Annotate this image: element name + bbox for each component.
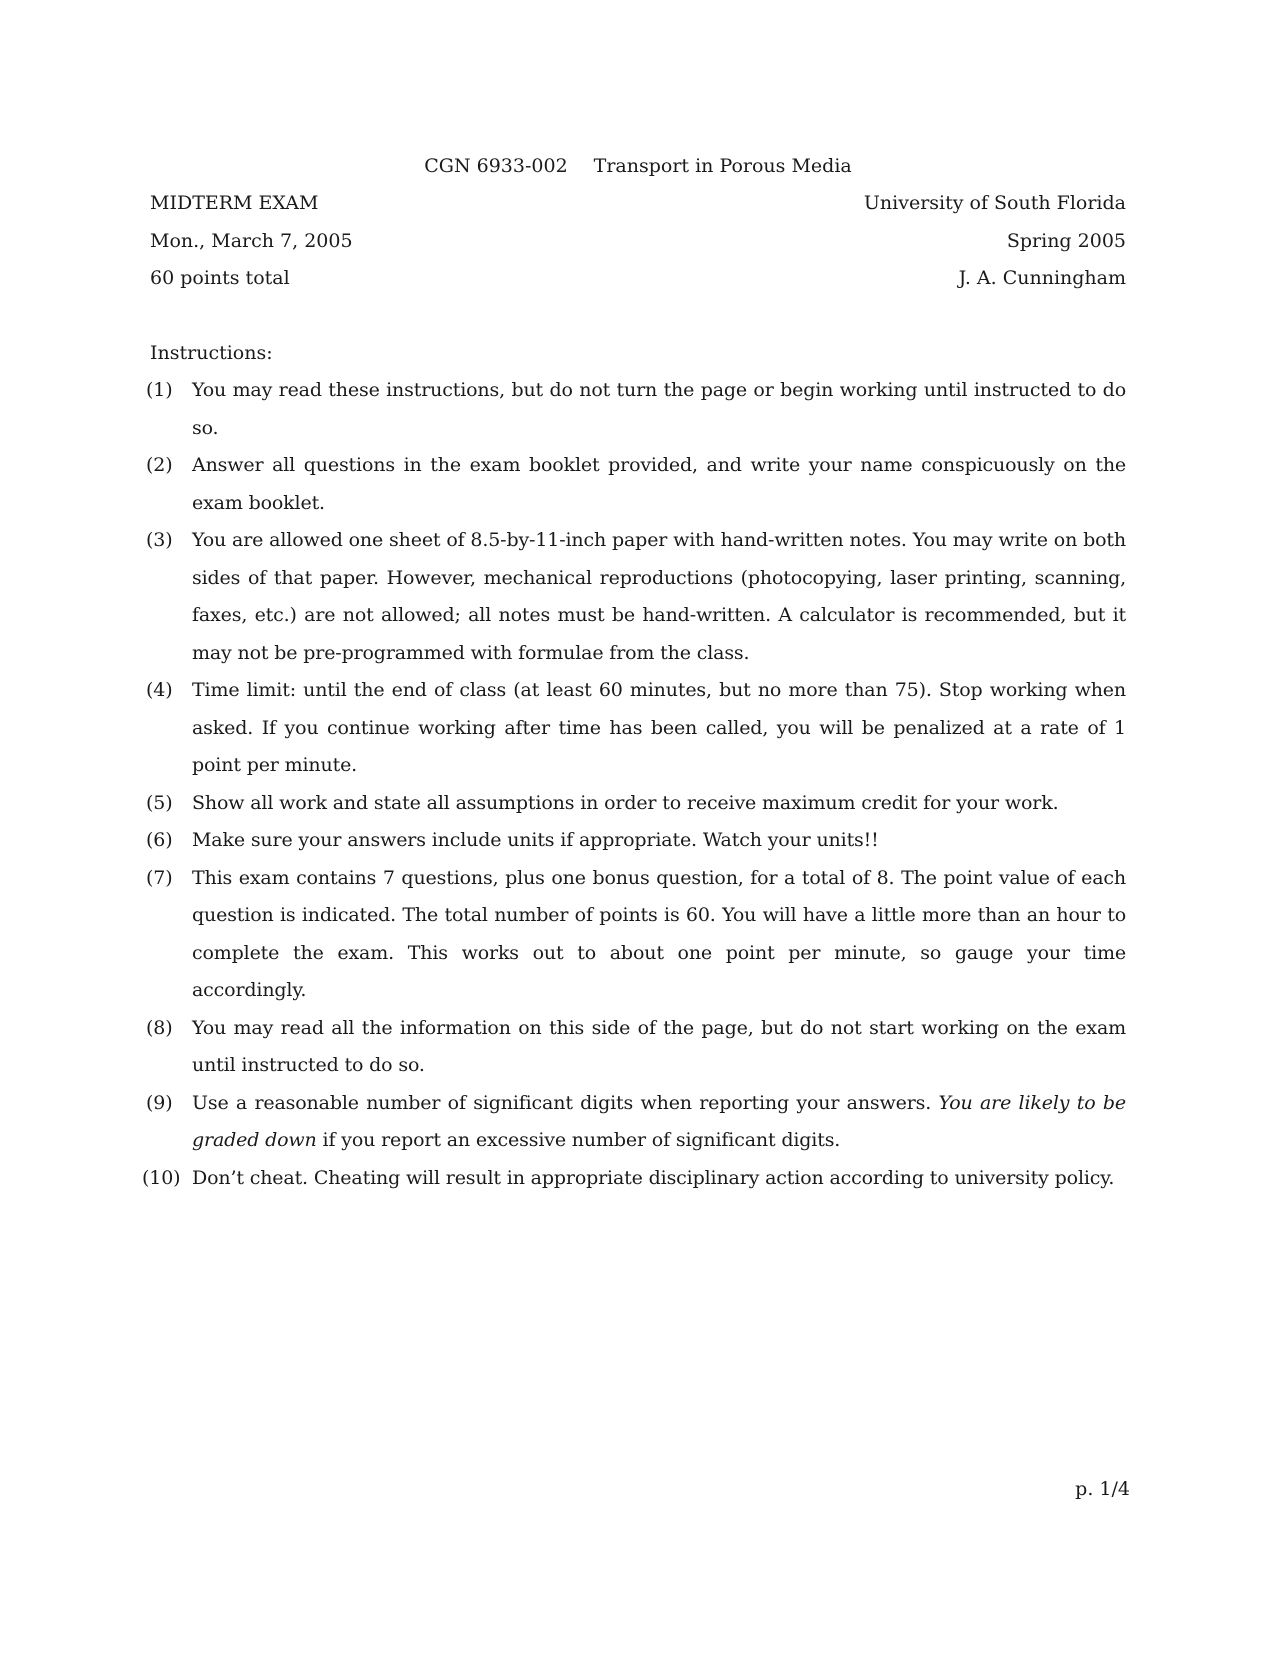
exam-type: MIDTERM EXAM bbox=[150, 192, 319, 214]
instruction-text: You may read these instructions, but do not turn the page or begin working until instructed to do so. bbox=[192, 379, 1126, 439]
instruction-item-8 bbox=[146, 1010, 1126, 1085]
instructions-list bbox=[142, 372, 1126, 1197]
instruction-text: Answer all questions in the exam booklet provided, and write your name conspicuously on the exam booklet. bbox=[192, 454, 1126, 514]
instruction-item-4 bbox=[146, 672, 1126, 785]
instruction-text: You are allowed one sheet of 8.5-by-11-inch paper with hand-written notes. You may write on both sides of that paper. However, mechanical reproductions (photocopying, laser printing, scanning, faxes, etc.) are not allowed; all notes must be hand-written. A calculator is recommended, but it may not be pre-programmed with formulae from the class. bbox=[192, 529, 1126, 664]
instruction-number: (6) bbox=[146, 829, 173, 851]
instruction-text: Don’t cheat. Cheating will result in appropriate disciplinary action according to university policy. bbox=[192, 1166, 1115, 1189]
instruction-number: (7) bbox=[146, 866, 173, 889]
instruction-text: Time limit: until the end of class (at least 60 minutes, but no more than 75). Stop working when asked. If you continue working after time has been called, you will be penalized at a rate of 1 point per minute. bbox=[192, 679, 1126, 776]
instruction-text: This exam contains 7 questions, plus one bonus question, for a total of 8. The point value of each question is indicated. The total number of points is 60. You will have a little more than an hour to complete the exam. This works out to about one point per minute, so gauge your time accordingly. bbox=[192, 866, 1126, 1001]
instruction-number: (5) bbox=[146, 791, 173, 814]
instructions-heading: Instructions: bbox=[150, 341, 273, 364]
total-points: 60 points total bbox=[150, 267, 290, 289]
instruction-item-1 bbox=[146, 372, 1126, 447]
course-code: CGN 6933-002 bbox=[424, 155, 568, 177]
instruction-text: Make sure your answers include units if appropriate. Watch your units!! bbox=[192, 829, 879, 851]
page-number: p. 1/4 bbox=[1075, 1478, 1130, 1500]
instructor: J. A. Cunningham bbox=[958, 267, 1126, 289]
instruction-item-6 bbox=[146, 822, 1126, 860]
instruction-text-emphasis: You are likely to be graded down bbox=[192, 1091, 1126, 1151]
course-header bbox=[150, 148, 1126, 185]
instruction-number: (1) bbox=[146, 379, 173, 401]
course-title: Transport in Porous Media bbox=[593, 155, 852, 177]
term: Spring 2005 bbox=[1006, 229, 1126, 252]
instruction-number: (3) bbox=[146, 529, 173, 551]
header-row-3 bbox=[150, 260, 1126, 298]
instruction-number: (10) bbox=[142, 1166, 181, 1189]
instruction-item-7 bbox=[146, 860, 1126, 1010]
instruction-text: You may read all the information on this side of the page, but do not start working on the exam until instructed to do so. bbox=[192, 1016, 1126, 1076]
instruction-number: (2) bbox=[146, 454, 173, 476]
instruction-text-after: if you report an excessive number of significant digits. bbox=[316, 1129, 841, 1151]
instruction-number: (8) bbox=[146, 1016, 173, 1039]
institution: University of South Florida bbox=[863, 192, 1126, 214]
instruction-text-before: Use a reasonable number of significant digits when reporting your answers. bbox=[192, 1091, 939, 1114]
instruction-item-9 bbox=[146, 1085, 1126, 1160]
header-row-2 bbox=[150, 223, 1126, 261]
instruction-number: (4) bbox=[146, 679, 173, 701]
instruction-item-5 bbox=[146, 785, 1126, 823]
exam-page bbox=[142, 148, 1126, 1197]
instruction-item-2 bbox=[146, 447, 1126, 522]
instruction-text: Show all work and state all assumptions in order to receive maximum credit for your work. bbox=[192, 791, 1059, 814]
instruction-item-10 bbox=[142, 1160, 1126, 1198]
instruction-item-3 bbox=[146, 522, 1126, 672]
exam-date: Mon., March 7, 2005 bbox=[150, 229, 353, 252]
instruction-number: (9) bbox=[146, 1091, 173, 1114]
header-row-1 bbox=[150, 185, 1126, 223]
